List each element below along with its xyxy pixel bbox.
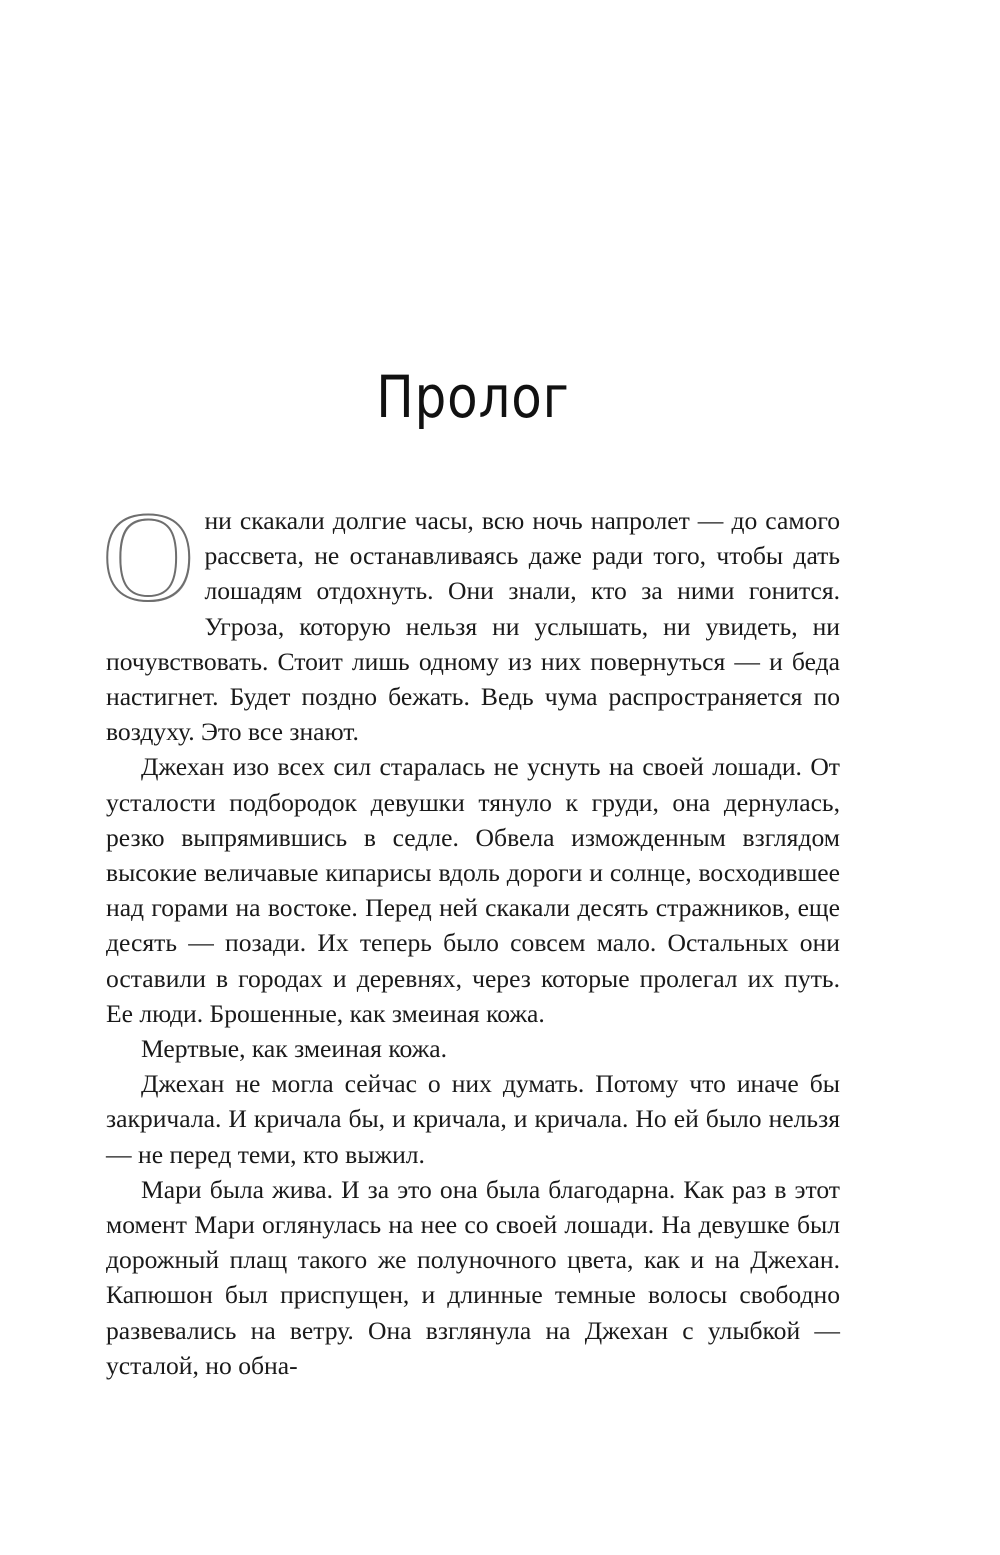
drop-cap-letter: О [102,486,195,628]
paragraph-1-text: ни скакали долгие часы, всю ночь напролет — до самого рассвета, не останавливаясь даже ради того, чтобы дать лошадям отдохнуть. Они знали, кто за ними гонится. Угроза, которую нельзя ни услышать, ни увидеть, ни почувствовать. Стоит лишь одному из них повернуться — и беда настигнет. Будет поздно бежать. Ведь чума распространяется по воздуху. Это все знают. [106,506,840,747]
paragraph-4: Джехан не могла сейчас о них думать. Потому что иначе бы закричала. И кричала бы, и кричала, и кричала. Но ей было нельзя — не перед теми, кто выжил. [106,1069,840,1169]
paragraph-1 [102,486,840,749]
paragraph-3: Мертвые, как змеиная кожа. [141,1034,448,1064]
chapter-body [102,486,840,1383]
paragraph-2: Джехан изо всех сил старалась не уснуть на своей лошади. От усталости подбородок девушки тянуло к груди, она дернулась, резко выпрямившись в седле. Обвела изможденным взглядом высокие величавые кипарисы вдоль дороги и солнце, восходившее над горами на востоке. Перед ней скакали десять стражников, еще десять — позади. Их теперь было совсем мало. Остальных они оставили в городах и деревнях, через которые пролегал их путь. Ее люди. Брошенные, как змеиная кожа. [106,752,840,1028]
paragraph-5: Мари была жива. И за это она была благодарна. Как раз в этот момент Мари оглянулась на нее со своей лошади. На девушке был дорожный плащ такого же полуночного цвета, как и на Джехан. Капюшон был приспущен, и длинные темные волосы свободно развевались на ветру. Она взглянула на Джехан с улыбкой — усталой, но обна- [106,1174,840,1380]
chapter-title: Пролог [376,362,570,431]
